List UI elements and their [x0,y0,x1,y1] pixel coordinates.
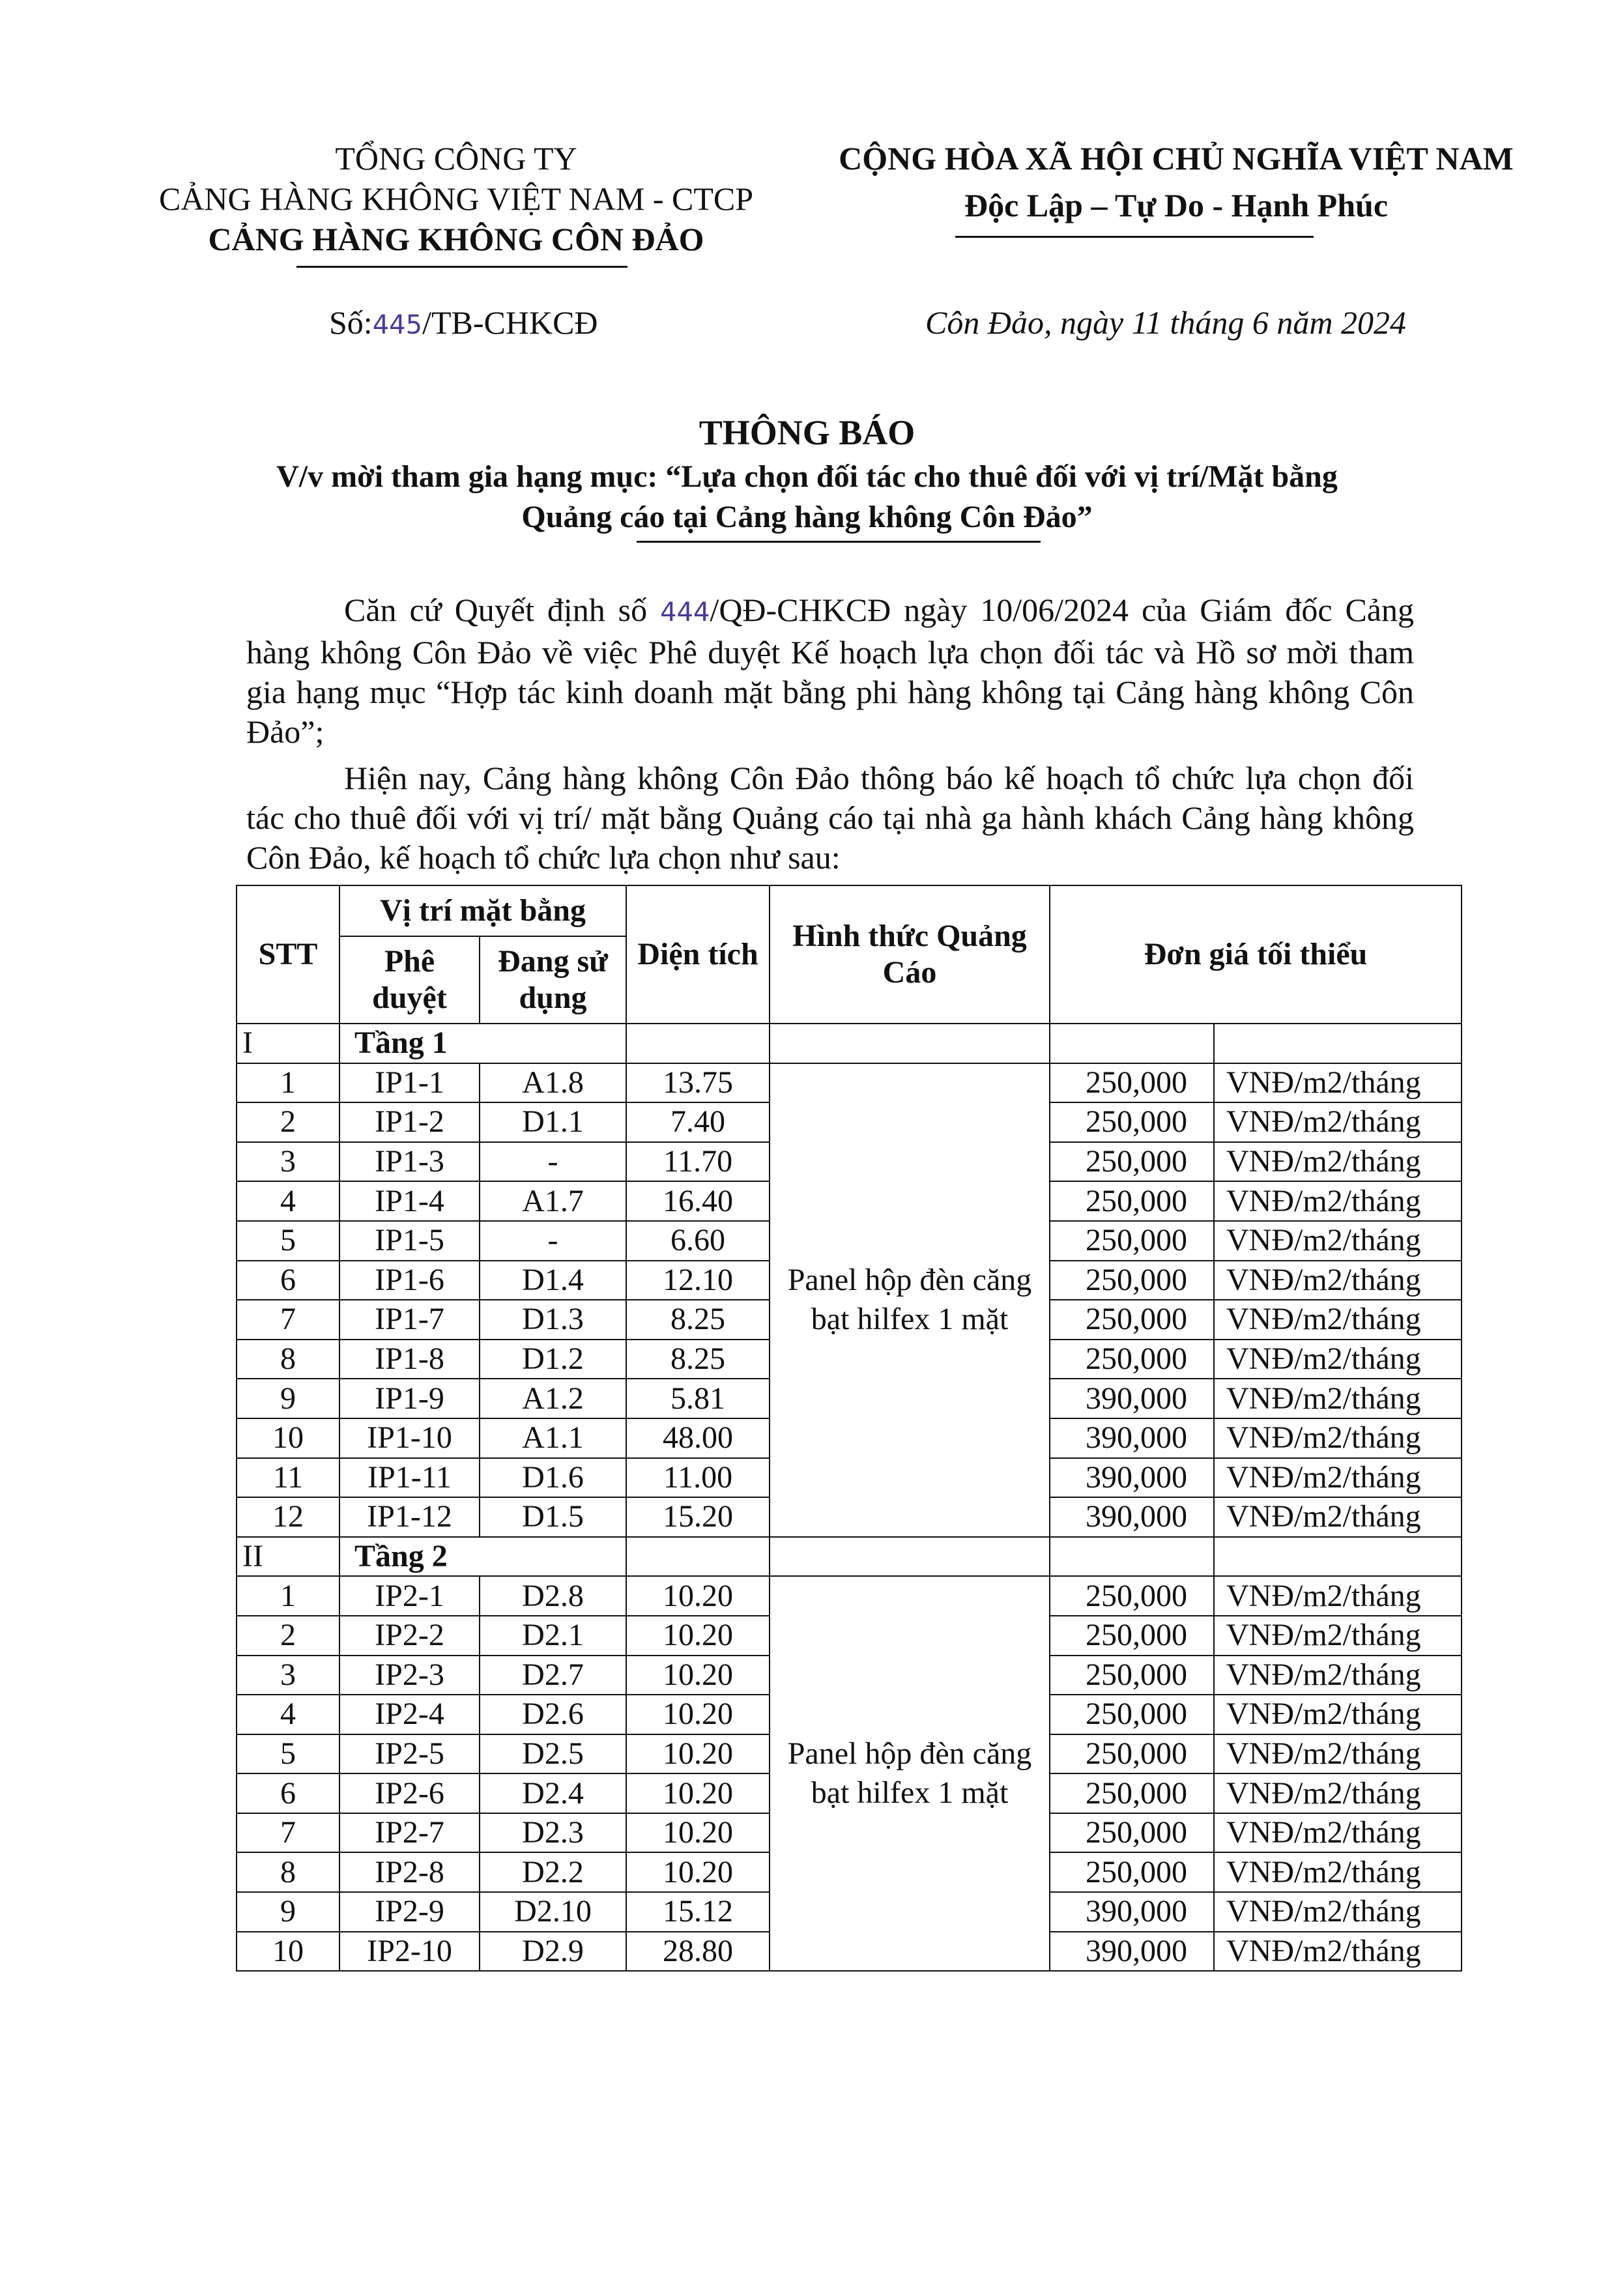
national-title: CỘNG HÒA XÃ HỘI CHỦ NGHĨA VIỆT NAM [839,140,1514,177]
cell-stt: 6 [237,1261,339,1300]
cell-approved: IP1-4 [339,1181,480,1221]
cell-stt: 11 [237,1458,339,1498]
cell-in-use: D2.5 [480,1734,626,1774]
cell-in-use: D1.4 [480,1261,626,1300]
cell-area: 13.75 [626,1063,770,1103]
cell-price: 250,000 [1050,1102,1214,1142]
cell-in-use: D2.10 [480,1892,626,1932]
cell-price: 250,000 [1050,1616,1214,1656]
cell-area: 5.81 [626,1379,770,1418]
cell-unit: VNĐ/m2/tháng [1214,1497,1462,1537]
paragraph-legal-basis [246,590,1414,752]
cell-approved: IP1-10 [339,1418,480,1458]
cell-approved: IP2-10 [339,1932,480,1972]
national-slogan: Độc Lập – Tự Do - Hạnh Phúc [964,187,1389,223]
cell-price: 250,000 [1050,1695,1214,1734]
cell-price: 250,000 [1050,1261,1214,1300]
decision-number-handwritten: 444 [660,597,710,627]
table-body [237,1024,1462,1971]
motto-underline [955,236,1314,238]
cell-price: 390,000 [1050,1932,1214,1972]
cell-price: 390,000 [1050,1892,1214,1932]
document-number-prefix: Số: [329,304,373,341]
cell-in-use: - [480,1142,626,1182]
paragraph-announcement [246,758,1414,878]
cell-stt: 1 [237,1576,339,1616]
document-number-handwritten: 445 [372,310,423,340]
cell-stt: 5 [237,1734,339,1774]
document-date: Côn Đảo, ngày 11 tháng 6 năm 2024 [925,304,1406,341]
issuer-parent-line2: CẢNG HÀNG KHÔNG VIỆT NAM - CTCP [158,180,754,217]
cell-in-use: D1.5 [480,1497,626,1537]
cell-area: 12.10 [626,1261,770,1300]
issuer-parent-line1: TỔNG CÔNG TY [335,140,577,177]
section-empty-unit [1214,1024,1462,1063]
section-empty-form [770,1537,1050,1577]
issuer-name: CẢNG HÀNG KHÔNG CÔN ĐẢO [208,221,704,257]
cell-approved: IP2-7 [339,1813,480,1853]
cell-approved: IP1-12 [339,1497,480,1537]
cell-stt: 6 [237,1773,339,1813]
cell-in-use: D2.3 [480,1813,626,1853]
header-stt: STT [237,885,339,1024]
cell-stt: 1 [237,1063,339,1103]
cell-approved: IP2-1 [339,1576,480,1616]
advertising-location-table [236,885,1462,1972]
cell-unit: VNĐ/m2/tháng [1214,1102,1462,1142]
cell-area: 11.00 [626,1458,770,1498]
cell-approved: IP1-1 [339,1063,480,1103]
cell-approved: IP1-8 [339,1340,480,1379]
document-title: THÔNG BÁO [699,413,915,452]
header-in-use: Đang sử dụng [480,936,626,1024]
subject-line-2: Quảng cáo tại Cảng hàng không Côn Đảo” [521,500,1093,534]
cell-in-use: A1.7 [480,1181,626,1221]
cell-price: 250,000 [1050,1773,1214,1813]
national-motto [808,138,1544,225]
cell-approved: IP1-11 [339,1458,480,1498]
cell-stt: 10 [237,1418,339,1458]
cell-stt: 8 [237,1340,339,1379]
cell-area: 10.20 [626,1576,770,1616]
cell-stt: 5 [237,1221,339,1261]
cell-in-use: D1.1 [480,1102,626,1142]
cell-approved: IP2-3 [339,1656,480,1695]
cell-in-use: D2.2 [480,1852,626,1892]
cell-stt: 4 [237,1695,339,1734]
cell-stt: 8 [237,1852,339,1892]
cell-approved: IP2-8 [339,1852,480,1892]
section-empty-price [1050,1024,1214,1063]
cell-in-use: A1.8 [480,1063,626,1103]
cell-price: 250,000 [1050,1852,1214,1892]
cell-unit: VNĐ/m2/tháng [1214,1261,1462,1300]
section-empty-unit [1214,1537,1462,1577]
cell-price: 250,000 [1050,1813,1214,1853]
cell-in-use: D2.9 [480,1932,626,1972]
cell-unit: VNĐ/m2/tháng [1214,1656,1462,1695]
table-row [237,1063,1462,1103]
section-empty-price [1050,1537,1214,1577]
header-location: Vị trí mặt bằng [339,885,626,936]
cell-unit: VNĐ/m2/tháng [1214,1813,1462,1853]
cell-in-use: D2.7 [480,1656,626,1695]
cell-price: 390,000 [1050,1497,1214,1537]
cell-approved: IP2-4 [339,1695,480,1734]
cell-price: 250,000 [1050,1063,1214,1103]
cell-price: 250,000 [1050,1142,1214,1182]
cell-ad-form: Panel hộp đèn căng bạt hilfex 1 mặt [770,1576,1050,1971]
cell-area: 10.20 [626,1734,770,1774]
cell-area: 48.00 [626,1418,770,1458]
cell-in-use: D2.1 [480,1616,626,1656]
header-approved: Phê duyệt [339,936,480,1024]
cell-stt: 2 [237,1102,339,1142]
cell-area: 7.40 [626,1102,770,1142]
cell-approved: IP2-9 [339,1892,480,1932]
cell-in-use: D1.6 [480,1458,626,1498]
cell-unit: VNĐ/m2/tháng [1214,1734,1462,1774]
cell-unit: VNĐ/m2/tháng [1214,1340,1462,1379]
cell-stt: 9 [237,1892,339,1932]
cell-stt: 3 [237,1656,339,1695]
cell-unit: VNĐ/m2/tháng [1214,1063,1462,1103]
cell-area: 8.25 [626,1340,770,1379]
cell-price: 250,000 [1050,1221,1214,1261]
section-name: Tầng 1 [339,1024,626,1063]
cell-price: 250,000 [1050,1576,1214,1616]
section-empty-form [770,1024,1050,1063]
section-name: Tầng 2 [339,1537,626,1577]
issuer-underline [296,266,627,268]
cell-unit: VNĐ/m2/tháng [1214,1379,1462,1418]
header-price: Đơn giá tối thiểu [1050,885,1462,1024]
cell-approved: IP2-6 [339,1773,480,1813]
cell-unit: VNĐ/m2/tháng [1214,1142,1462,1182]
cell-area: 8.25 [626,1300,770,1340]
subject-line-1: V/v mời tham gia hạng mục: “Lựa chọn đối tác cho thuê đối với vị trí/Mặt bằng [276,459,1338,494]
cell-unit: VNĐ/m2/tháng [1214,1221,1462,1261]
document-number-suffix: /TB-CHKCĐ [422,304,598,341]
header-area: Diện tích [626,885,770,1024]
cell-price: 250,000 [1050,1300,1214,1340]
section-roman: II [237,1537,339,1577]
cell-unit: VNĐ/m2/tháng [1214,1418,1462,1458]
cell-in-use: D2.4 [480,1773,626,1813]
section-empty-area [626,1024,770,1063]
cell-unit: VNĐ/m2/tháng [1214,1695,1462,1734]
paragraph-legal-basis-prefix: Căn cứ Quyết định số [344,592,661,628]
cell-area: 28.80 [626,1932,770,1972]
cell-area: 10.20 [626,1813,770,1853]
cell-area: 10.20 [626,1852,770,1892]
section-roman: I [237,1024,339,1063]
table-row [237,1576,1462,1616]
cell-stt: 12 [237,1497,339,1537]
paragraph-announcement-text: Hiện nay, Cảng hàng không Côn Đảo thông báo kế hoạch tổ chức lựa chọn đối tác cho thuê đối với vị trí/ mặt bằng Quảng cáo tại nhà ga hành khách Cảng hàng không Côn Đảo, kế hoạch tổ chức lựa chọn như sau: [246,760,1414,876]
cell-ad-form: Panel hộp đèn căng bạt hilfex 1 mặt [770,1063,1050,1537]
cell-area: 15.12 [626,1892,770,1932]
table-header [237,885,1462,1024]
cell-area: 10.20 [626,1773,770,1813]
cell-price: 390,000 [1050,1379,1214,1418]
cell-approved: IP1-5 [339,1221,480,1261]
cell-in-use: D1.3 [480,1300,626,1340]
section-empty-area [626,1537,770,1577]
header-form: Hình thức Quảng Cáo [770,885,1050,1024]
cell-area: 10.20 [626,1695,770,1734]
cell-approved: IP1-6 [339,1261,480,1300]
cell-stt: 3 [237,1142,339,1182]
cell-area: 11.70 [626,1142,770,1182]
document-number [329,302,785,345]
cell-in-use: A1.2 [480,1379,626,1418]
cell-area: 10.20 [626,1616,770,1656]
cell-approved: IP2-5 [339,1734,480,1774]
cell-unit: VNĐ/m2/tháng [1214,1300,1462,1340]
cell-price: 250,000 [1050,1340,1214,1379]
cell-unit: VNĐ/m2/tháng [1214,1616,1462,1656]
cell-price: 250,000 [1050,1734,1214,1774]
cell-approved: IP1-9 [339,1379,480,1418]
paragraph-legal-basis-rest: /QĐ-CHKCĐ ngày 10/06/2024 của Giám đốc Cảng hàng không Côn Đảo về việc Phê duyệt Kế hoạch lựa chọn đối tác và Hồ sơ mời tham gia hạng mục “Hợp tác kinh doanh mặt bằng phi hàng không tại Cảng hàng không Côn Đảo”; [246,592,1414,750]
cell-approved: IP1-7 [339,1300,480,1340]
cell-stt: 9 [237,1379,339,1418]
cell-price: 390,000 [1050,1458,1214,1498]
cell-unit: VNĐ/m2/tháng [1214,1852,1462,1892]
cell-approved: IP2-2 [339,1616,480,1656]
cell-area: 10.20 [626,1656,770,1695]
cell-approved: IP1-3 [339,1142,480,1182]
cell-unit: VNĐ/m2/tháng [1214,1576,1462,1616]
cell-area: 16.40 [626,1181,770,1221]
cell-unit: VNĐ/m2/tháng [1214,1932,1462,1972]
cell-stt: 7 [237,1813,339,1853]
cell-stt: 4 [237,1181,339,1221]
issuer-header [130,138,782,259]
cell-price: 250,000 [1050,1181,1214,1221]
cell-area: 6.60 [626,1221,770,1261]
cell-price: 390,000 [1050,1418,1214,1458]
cell-in-use: D2.6 [480,1695,626,1734]
cell-area: 15.20 [626,1497,770,1537]
cell-unit: VNĐ/m2/tháng [1214,1458,1462,1498]
cell-stt: 2 [237,1616,339,1656]
section-row [237,1024,1462,1063]
cell-unit: VNĐ/m2/tháng [1214,1181,1462,1221]
cell-unit: VNĐ/m2/tháng [1214,1773,1462,1813]
cell-in-use: A1.1 [480,1418,626,1458]
cell-in-use: D2.8 [480,1576,626,1616]
cell-stt: 10 [237,1932,339,1972]
section-row [237,1537,1462,1577]
cell-price: 250,000 [1050,1656,1214,1695]
cell-stt: 7 [237,1300,339,1340]
cell-in-use: D1.2 [480,1340,626,1379]
cell-in-use: - [480,1221,626,1261]
cell-unit: VNĐ/m2/tháng [1214,1892,1462,1932]
cell-approved: IP1-2 [339,1102,480,1142]
subject-underline [637,541,1041,543]
